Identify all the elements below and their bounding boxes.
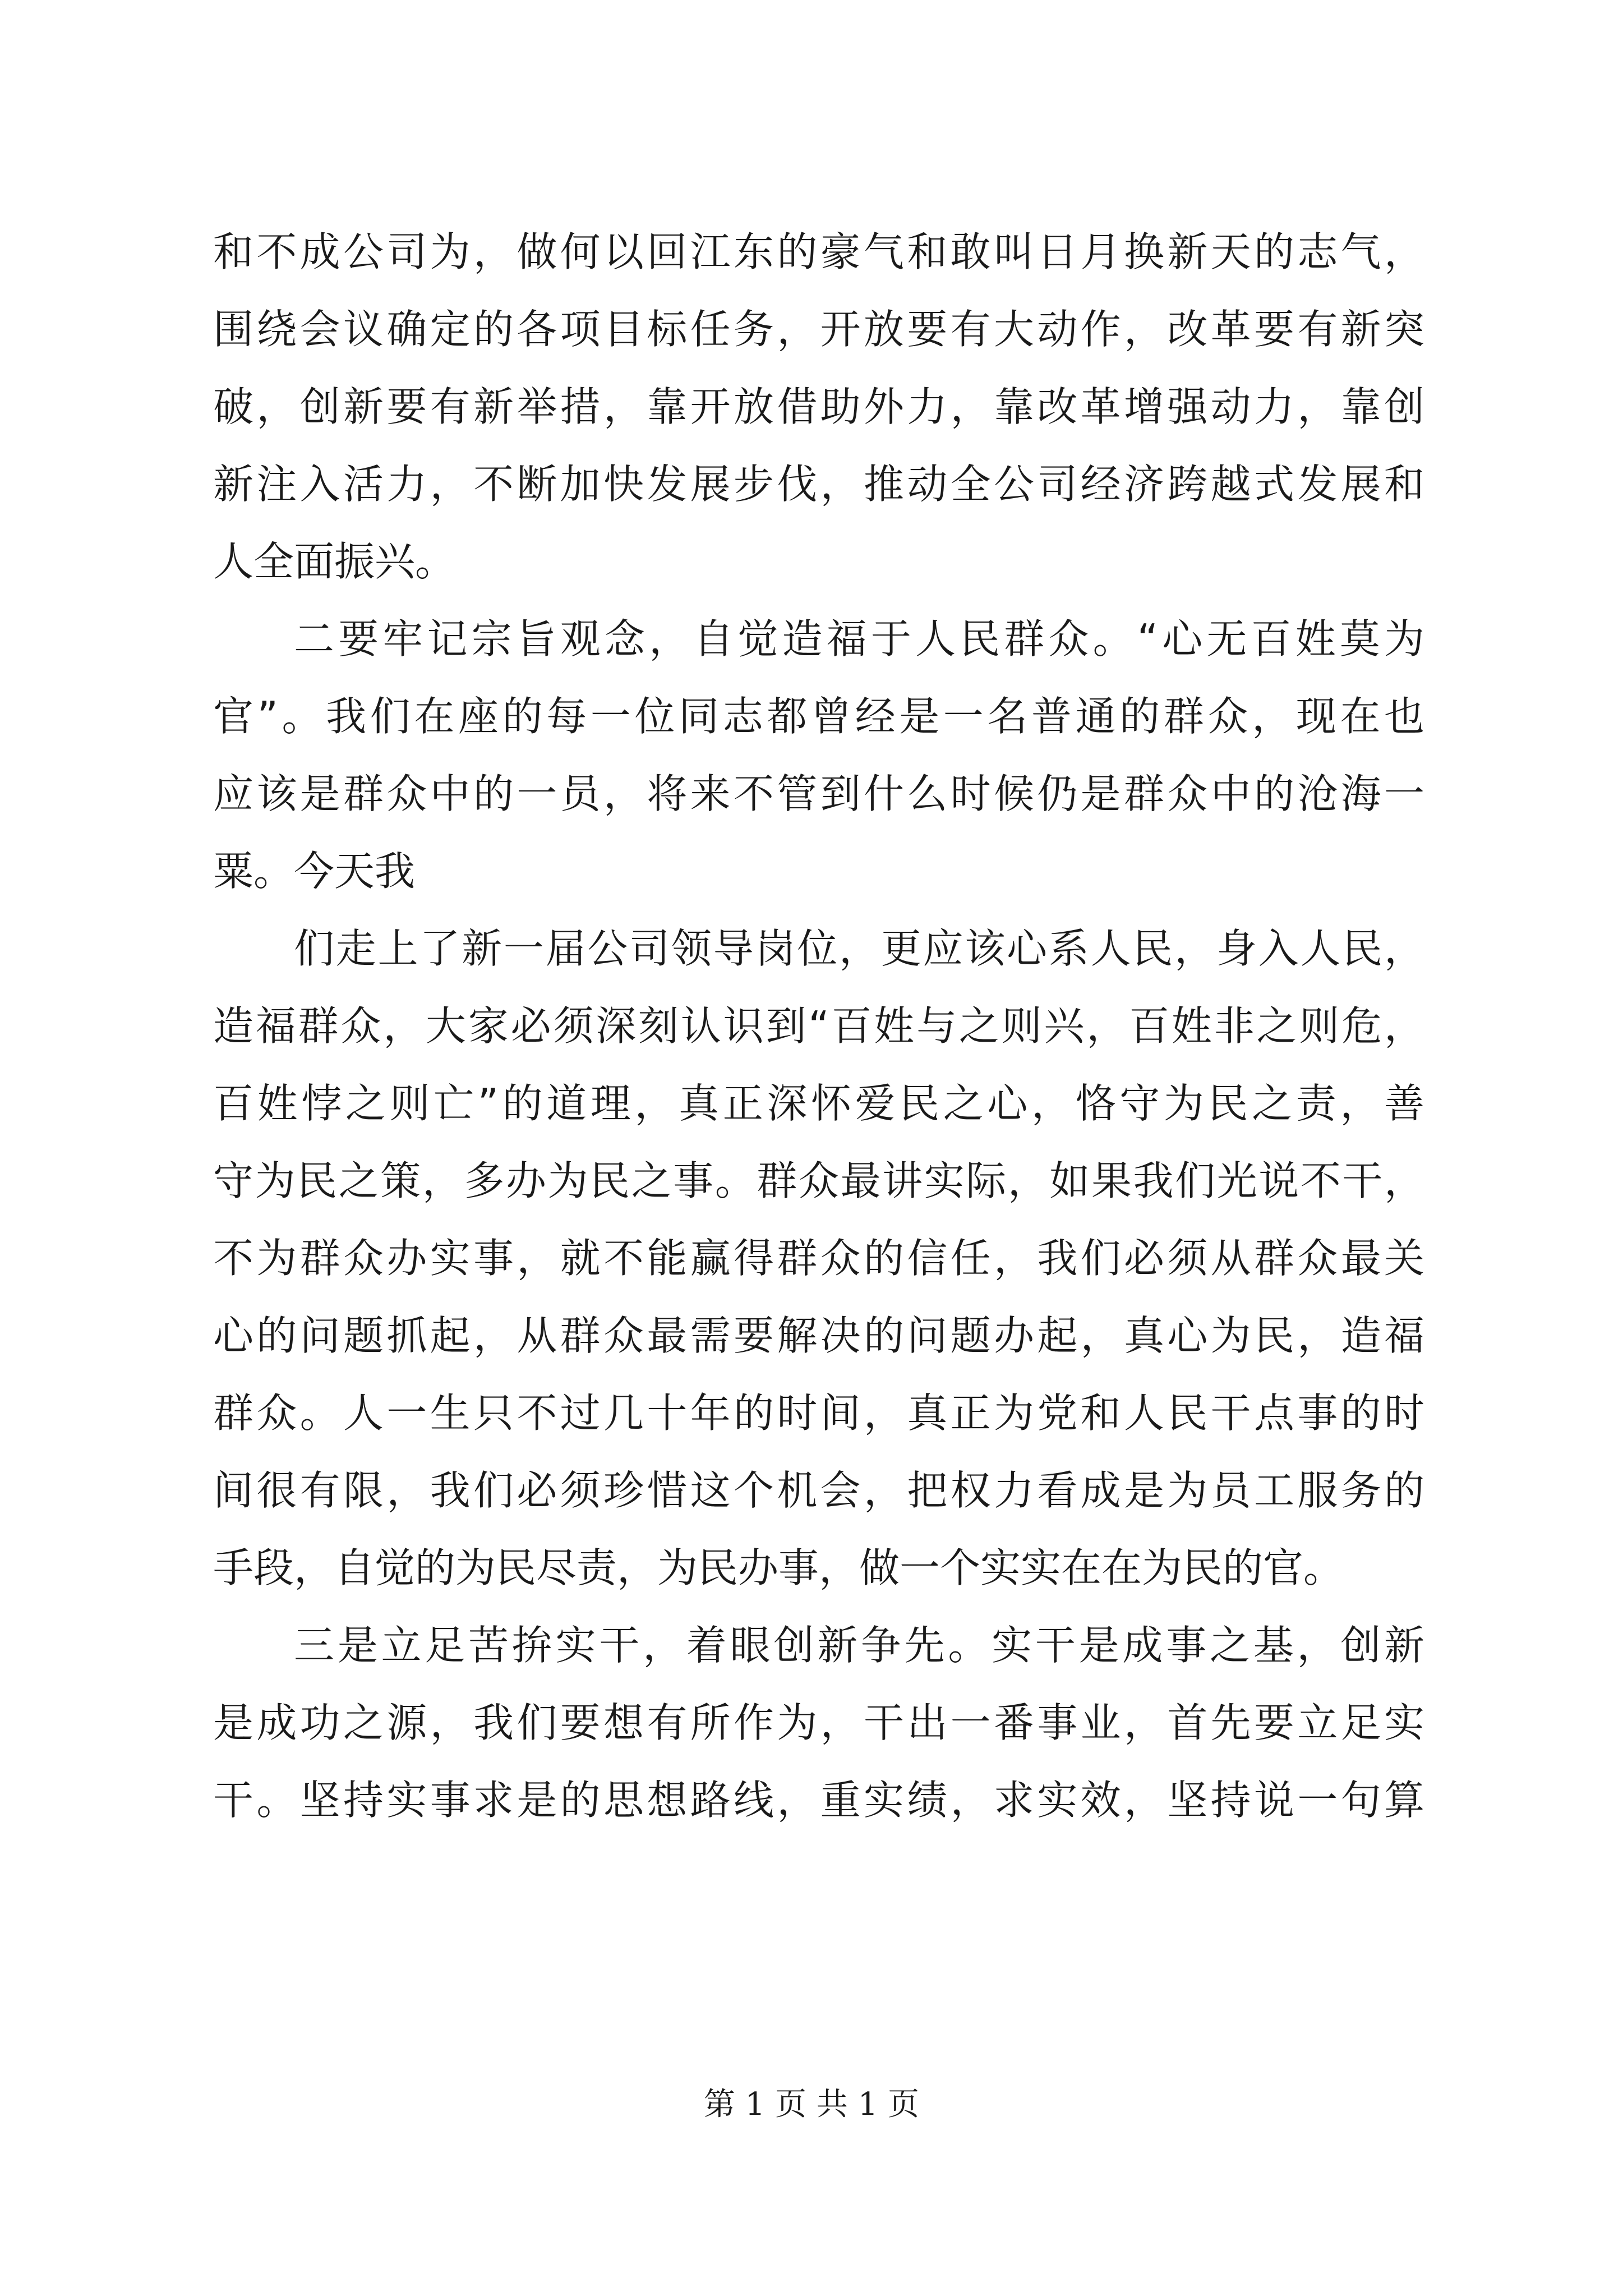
text-line: 围绕会议确定的各项目标任务，开放要有大动作，改革要有新突 — [213, 306, 1424, 353]
text-line: 干。坚持实事求是的思想路线，重实绩，求实效，坚持说一句算 — [213, 1777, 1424, 1824]
text-line: 人全面振兴。 — [213, 538, 456, 585]
text-line: 群众。人一生只不过几十年的时间，真正为党和人民干点事的时 — [213, 1389, 1424, 1437]
text-line: 是成功之源，我们要想有所作为，干出一番事业，首先要立足实 — [213, 1699, 1424, 1746]
paragraph-start-line: 二要牢记宗旨观念，自觉造福于人民群众。“心无百姓莫为 — [294, 615, 1424, 662]
text-line: 不为群众办实事，就不能赢得群众的信任，我们必须从群众最关 — [213, 1235, 1424, 1282]
text-line: 破，创新要有新举措，靠开放借助外力，靠改革增强动力，靠创 — [213, 383, 1424, 430]
text-line: 粟。今天我 — [213, 848, 416, 895]
text-line: 百姓悖之则亡”的道理，真正深怀爱民之心，恪守为民之责，善 — [213, 1080, 1424, 1127]
text-line: 官”。我们在座的每一位同志都曾经是一名普通的群众，现在也 — [213, 693, 1424, 740]
text-line: 应该是群众中的一员，将来不管到什么时候仍是群众中的沧海一 — [213, 770, 1424, 817]
text-line: 手段，自觉的为民尽责，为民办事，做一个实实在在为民的官。 — [213, 1544, 1344, 1591]
paragraph-start-line: 们走上了新一届公司领导岗位，更应该心系人民，身入人民， — [294, 925, 1424, 972]
text-line: 守为民之策，多办为民之事。群众最讲实际，如果我们光说不干， — [213, 1157, 1424, 1204]
text-line: 和不成公司为，做何以回江东的豪气和敢叫日月换新天的志气， — [213, 228, 1424, 275]
text-line: 心的问题抓起，从群众最需要解决的问题办起，真心为民，造福 — [213, 1312, 1424, 1359]
document-body — [213, 213, 1424, 1839]
text-line: 间很有限，我们必须珍惜这个机会，把权力看成是为员工服务的 — [213, 1467, 1424, 1514]
paragraph-start-line: 三是立足苦拚实干，着眼创新争先。实干是成事之基，创新 — [294, 1622, 1424, 1669]
text-line: 造福群众，大家必须深刻认识到“百姓与之则兴，百姓非之则危， — [213, 1002, 1424, 1050]
page-number-footer: 第 1 页 共 1 页 — [703, 2086, 920, 2123]
text-line: 新注入活力，不断加快发展步伐，推动全公司经济跨越式发展和 — [213, 461, 1424, 508]
